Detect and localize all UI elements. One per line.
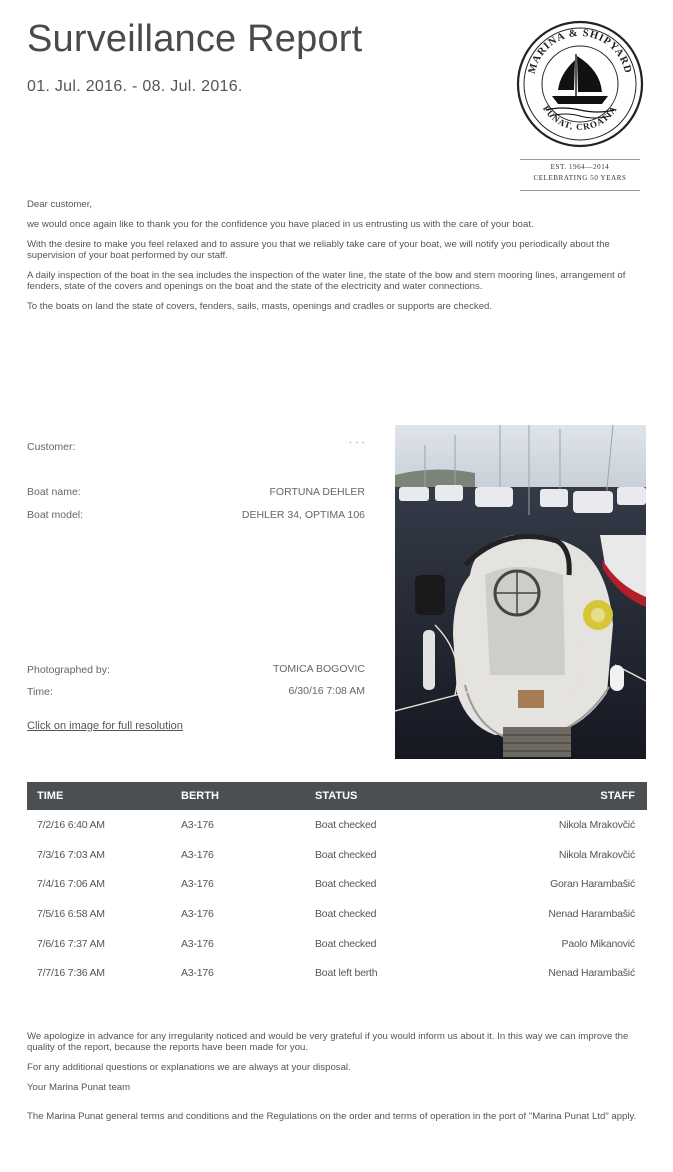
header-berth: BERTH bbox=[181, 790, 219, 802]
intro-paragraph-4: To the boats on land the state of covers, fenders, sails, masts, openings and cradles or supports are checked. bbox=[27, 301, 493, 312]
boat-model-value: DEHLER 34, OPTIMA 106 bbox=[241, 509, 365, 521]
boat-name-value: FORTUNA DEHLER bbox=[269, 486, 365, 498]
surveillance-log-table bbox=[27, 782, 647, 988]
boat-model-label: Boat model: bbox=[27, 509, 84, 521]
header-time: TIME bbox=[37, 790, 64, 802]
greeting: Dear customer, bbox=[27, 199, 93, 210]
marina-seal-icon bbox=[516, 18, 644, 158]
cell-time: 7/3/16 7:03 AM bbox=[37, 848, 105, 861]
cell-staff: Paolo Mikanović bbox=[561, 937, 635, 950]
customer-value: · · · bbox=[348, 436, 365, 448]
cell-staff: Goran Harambašić bbox=[550, 878, 635, 891]
cell-time: 7/5/16 6:58 AM bbox=[37, 907, 105, 920]
header-staff: STAFF bbox=[600, 790, 635, 802]
intro-paragraph-2: With the desire to make you feel relaxed and to assure you that we reliably take care of your boat, we will notify you periodically about the supervision of your boat performed by our staff. bbox=[27, 239, 610, 261]
time-value: 6/30/16 7:08 AM bbox=[288, 685, 365, 697]
marina-logo bbox=[516, 18, 644, 194]
time-label: Time: bbox=[27, 686, 53, 698]
footer-signature: Your Marina Punat team bbox=[27, 1082, 131, 1093]
cell-status: Boat checked bbox=[315, 937, 377, 950]
cell-status: Boat checked bbox=[315, 818, 377, 831]
cell-status: Boat left berth bbox=[315, 967, 378, 980]
cell-status: Boat checked bbox=[315, 907, 377, 920]
table-row bbox=[27, 958, 647, 988]
table-row bbox=[27, 840, 647, 870]
cell-time: 7/7/16 7:36 AM bbox=[37, 967, 105, 980]
intro-text bbox=[27, 199, 647, 321]
cell-staff: Nikola Mrakovčić bbox=[558, 848, 635, 861]
cell-time: 7/6/16 7:37 AM bbox=[37, 937, 105, 950]
cell-berth: A3-176 bbox=[181, 878, 214, 891]
footer-text bbox=[27, 1031, 649, 1131]
cell-berth: A3-176 bbox=[181, 937, 214, 950]
logo-celebrating-text: CELEBRATING 50 YEARS bbox=[533, 174, 627, 182]
cell-staff: Nikola Mrakovčić bbox=[558, 818, 635, 831]
table-row bbox=[27, 929, 647, 959]
cell-berth: A3-176 bbox=[181, 818, 214, 831]
cell-status: Boat checked bbox=[315, 848, 377, 861]
table-row bbox=[27, 810, 647, 840]
cell-berth: A3-176 bbox=[181, 907, 214, 920]
cell-time: 7/2/16 6:40 AM bbox=[37, 818, 105, 831]
footer-paragraph-questions: For any additional questions or explanations we are always at your disposal. bbox=[27, 1062, 351, 1073]
cell-berth: A3-176 bbox=[181, 848, 214, 861]
photographed-by-value: TOMICA BOGOVIC bbox=[273, 663, 365, 675]
customer-label: Customer: bbox=[27, 441, 76, 453]
table-row bbox=[27, 869, 647, 899]
svg-text:MARINA & SHIPYARD: MARINA & SHIPYARD bbox=[526, 27, 634, 76]
header-status: STATUS bbox=[315, 790, 358, 802]
cell-time: 7/4/16 7:06 AM bbox=[37, 878, 105, 891]
boat-photo[interactable] bbox=[395, 425, 646, 759]
photographed-by-label: Photographed by: bbox=[27, 664, 110, 676]
intro-paragraph-3: A daily inspection of the boat in the sea includes the inspection of the water line, the state of the bow and stern mooring lines, arrangement of fenders, state of the covers and openings on the boat and the state of the electricity and water connections. bbox=[27, 270, 626, 292]
logo-est-text: EST. 1964—2014 bbox=[550, 163, 610, 171]
cell-staff: Nenad Harambašić bbox=[548, 967, 635, 980]
footer-paragraph-apology: We apologize in advance for any irregularity noticed and would be very grateful if you would inform us about it. In this way we can improve the quality of the report, because the reports have been made for you. bbox=[27, 1031, 629, 1053]
boat-name-label: Boat name: bbox=[27, 486, 81, 498]
cell-staff: Nenad Harambašić bbox=[548, 907, 635, 920]
cell-status: Boat checked bbox=[315, 878, 377, 891]
table-header bbox=[27, 782, 647, 810]
report-date-range: 01. Jul. 2016. - 08. Jul. 2016. bbox=[27, 78, 243, 95]
footer-terms: The Marina Punat general terms and conditions and the Regulations on the order and terms of operation in the port of "Marina Punat Ltd" apply. bbox=[27, 1111, 637, 1122]
report-title: Surveillance Report bbox=[27, 18, 363, 60]
svg-text:PUNAT, CROATIA: PUNAT, CROATIA bbox=[540, 103, 620, 132]
table-row bbox=[27, 899, 647, 929]
intro-paragraph-1: we would once again like to thank you for the confidence you have placed in us entrusting us with the care of your boat. bbox=[27, 219, 534, 230]
full-resolution-link[interactable]: Click on image for full resolution bbox=[27, 720, 183, 732]
cell-berth: A3-176 bbox=[181, 967, 214, 980]
